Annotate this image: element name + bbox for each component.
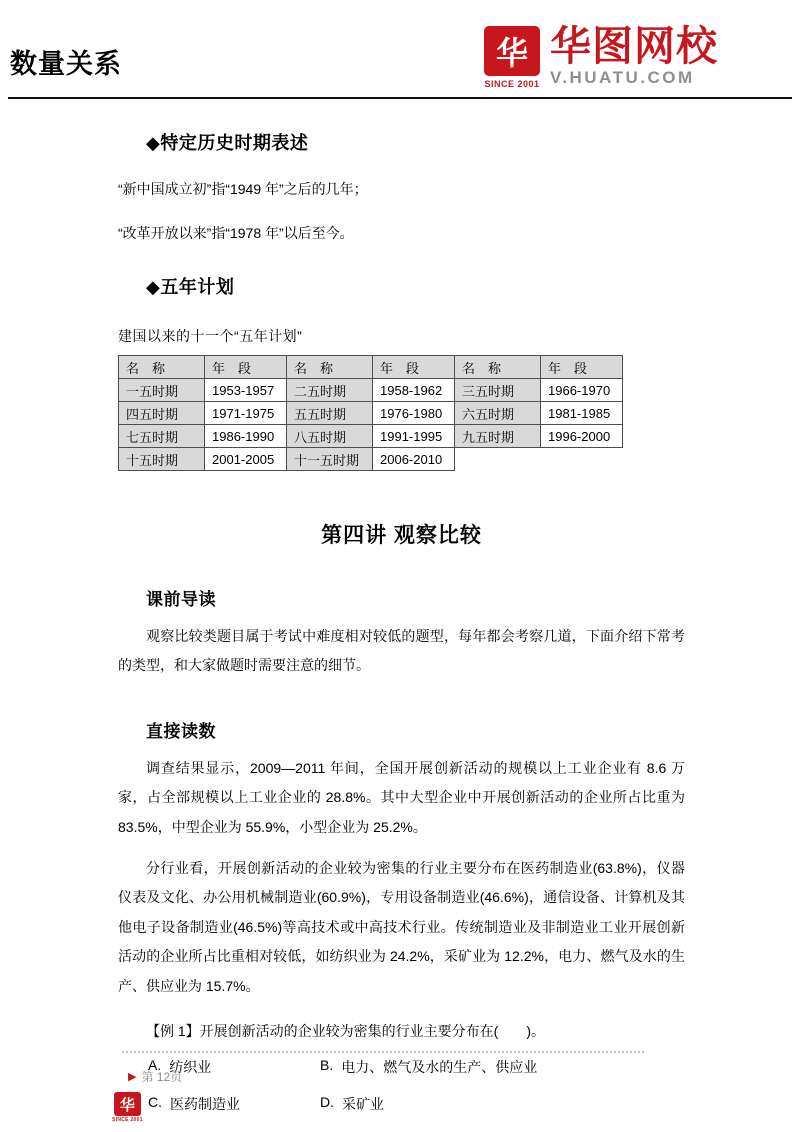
- table-cell-empty: [455, 448, 541, 471]
- table-header-row: [119, 356, 623, 379]
- brand-logo-mark: [484, 26, 540, 89]
- option-b-label: B.: [320, 1056, 334, 1073]
- table-cell: 1953-1957: [205, 379, 287, 402]
- option-d-text: 采矿业: [342, 1095, 384, 1112]
- table-cell: 五五时期: [287, 402, 373, 425]
- table-cell: 八五时期: [287, 425, 373, 448]
- option-b: [320, 1057, 685, 1077]
- table-row: [119, 402, 623, 425]
- page-header: [0, 0, 800, 89]
- huatu-logo-icon: 华: [484, 26, 540, 76]
- option-b-text: 电力、燃气及水的生产、供应业: [341, 1058, 538, 1075]
- table-cell: 1958-1962: [373, 379, 455, 402]
- table-cell: 四五时期: [119, 402, 205, 425]
- brand-logo: [484, 23, 718, 89]
- page-marker-icon: ▶: [128, 1071, 137, 1083]
- table-cell: 1966-1970: [541, 379, 623, 402]
- option-a-label: A.: [148, 1056, 162, 1073]
- table-cell: 九五时期: [455, 425, 541, 448]
- table-cell: 1976-1980: [373, 402, 455, 425]
- table-cell: 1986-1990: [205, 425, 287, 448]
- table-cell: 六五时期: [455, 402, 541, 425]
- option-c-text: 医药制造业: [170, 1095, 240, 1112]
- direct-reading-paragraph-1: 调查结果显示，2009—2011 年间，全国开展创新活动的规模以上工业企业有 8.6 万家，占全部规模以上工业企业的 28.8%。其中大型企业中开展创新活动的企业所占比重为 83.5%，中型企业为 55.9%，小型企业为 25.2%。: [118, 759, 685, 835]
- table-cell: 三五时期: [455, 379, 541, 402]
- option-c: [148, 1094, 320, 1114]
- section-title-direct-reading: 直接读数: [146, 721, 216, 741]
- table-header-cell: 年 段: [373, 356, 455, 379]
- footer-brand-logo: [112, 1092, 143, 1123]
- table-cell: 七五时期: [119, 425, 205, 448]
- table-cell: 十一五时期: [287, 448, 373, 471]
- table-header-cell: 名 称: [287, 356, 373, 379]
- table-cell: 二五时期: [287, 379, 373, 402]
- table-cell: 十五时期: [119, 448, 205, 471]
- table-cell: 1981-1985: [541, 402, 623, 425]
- option-a-text: 纺织业: [169, 1058, 212, 1075]
- direct-reading-paragraph-2: 分行业看，开展创新活动的企业较为密集的行业主要分布在医药制造业(63.8%)，仪器仪表及文化、办公用机械制造业(60.9%)，专用设备制造业(46.6%)，通信设备、计算机及其他电子设备制造业(46.5%)等高技术或中高技术行业。传统制造业及非制造业工业开展创新活动的企业所占比重相对较低，如纺织业为 24.2%，采矿业为 12.2%，电力、燃气及水的生产、供应业为 15.7%。: [118, 859, 685, 994]
- page-number-label: 第 12页: [141, 1070, 183, 1084]
- section-title-five-year-plans: ◆五年计划: [146, 277, 235, 297]
- page-title: 数量关系: [10, 49, 122, 79]
- logo-since-label: SINCE 2001: [484, 79, 540, 89]
- lecture-title: 第四讲 观察比较: [321, 524, 482, 547]
- pre-class-guide-paragraph: 观察比较类题目属于考试中难度相对较低的题型，每年都会考察几道，下面介绍下常考的类型，和大家做题时需要注意的细节。: [118, 628, 685, 674]
- brand-logo-text: [550, 23, 718, 88]
- footer-page-number: [128, 1068, 182, 1085]
- history-period-line-2: “改革开放以来”指“1978 年”以后至今。: [118, 225, 354, 241]
- table-header-cell: 年 段: [541, 356, 623, 379]
- table-cell: 2006-2010: [373, 448, 455, 471]
- option-d-label: D.: [320, 1093, 334, 1110]
- table-cell-empty: [541, 448, 623, 471]
- header-divider: [8, 97, 792, 99]
- option-c-label: C.: [148, 1093, 162, 1110]
- table-row: [119, 448, 623, 471]
- table-header-cell: 名 称: [455, 356, 541, 379]
- footer-divider: [122, 1051, 644, 1053]
- document-body: [0, 129, 800, 1114]
- table-cell: 1996-2000: [541, 425, 623, 448]
- table-row: [119, 379, 623, 402]
- table-cell: 1971-1975: [205, 402, 287, 425]
- section-title-pre-class-guide: 课前导读: [146, 590, 216, 609]
- example-options: [148, 1057, 685, 1114]
- footer-logo-since-label: SINCE 2001: [112, 1117, 143, 1123]
- table-header-cell: 名 称: [119, 356, 205, 379]
- huatu-logo-icon-small: 华: [114, 1092, 141, 1116]
- example-question: 【例 1】开展创新活动的企业较为密集的行业主要分布在( )。: [146, 1022, 545, 1039]
- table-cell: 1991-1995: [373, 425, 455, 448]
- history-period-line-1: “新中国成立初”指“1949 年”之后的几年；: [118, 181, 368, 197]
- five-year-plan-caption: 建国以来的十一个“五年计划”: [118, 328, 303, 344]
- brand-name: 华图网校: [550, 23, 718, 69]
- five-year-plan-table: [118, 355, 623, 471]
- brand-url: V.HUATU.COM: [550, 68, 695, 87]
- section-title-history-periods: ◆特定历史时期表述: [146, 133, 309, 153]
- table-cell: 2001-2005: [205, 448, 287, 471]
- table-header-cell: 年 段: [205, 356, 287, 379]
- table-cell: 一五时期: [119, 379, 205, 402]
- table-row: [119, 425, 623, 448]
- option-d: [320, 1094, 685, 1114]
